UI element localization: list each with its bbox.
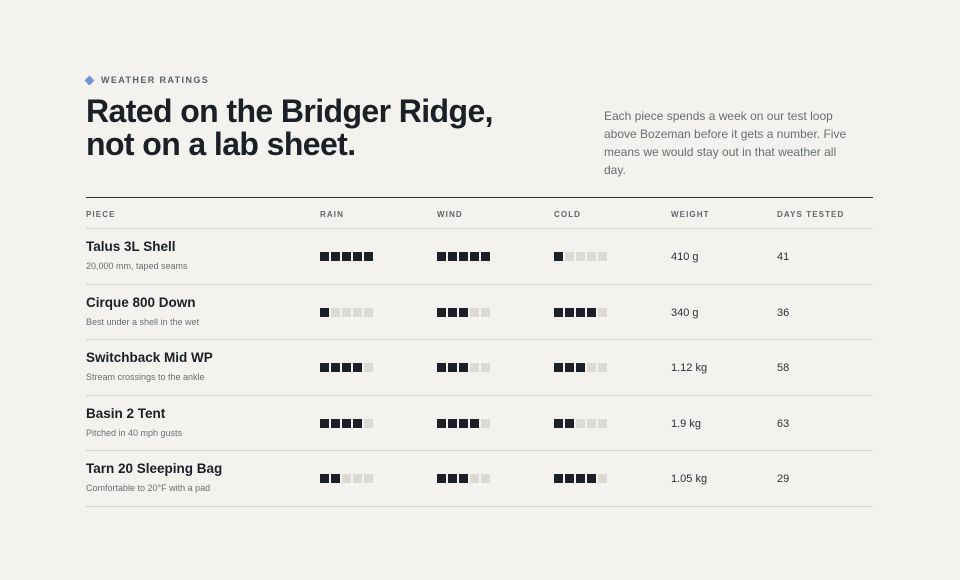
rating-square-empty (565, 252, 574, 261)
piece-name: Tarn 20 Sleeping Bag (86, 461, 223, 476)
rating-square-filled (459, 474, 468, 483)
section-eyebrow (86, 75, 209, 85)
intro-text: Each piece spends a week on our test loop above Bozeman before it gets a number. Five means we would stay out in that weather all day. (604, 109, 847, 177)
rating-square-filled (554, 363, 563, 372)
rating-square-filled (587, 308, 596, 317)
rating-square-filled (437, 363, 446, 372)
rating-square-filled (459, 419, 468, 428)
rating-square-empty (353, 308, 362, 317)
table-header (86, 198, 873, 229)
cold-rating (554, 252, 607, 261)
rating-square-filled (364, 252, 373, 261)
wind-rating (437, 419, 490, 428)
rating-square-empty (481, 474, 490, 483)
rating-square-filled (565, 363, 574, 372)
rating-square-filled (342, 252, 351, 261)
rain-rating (320, 474, 373, 483)
rating-square-filled (565, 474, 574, 483)
rating-square-empty (342, 474, 351, 483)
rating-square-filled (459, 308, 468, 317)
rating-square-empty (481, 308, 490, 317)
rating-square-filled (448, 419, 457, 428)
days-tested-value: 36 (777, 306, 790, 319)
table-row (86, 396, 873, 452)
rating-square-filled (437, 308, 446, 317)
wind-rating (437, 363, 490, 372)
rating-square-filled (320, 363, 329, 372)
rating-square-empty (364, 474, 373, 483)
rating-square-empty (598, 308, 607, 317)
rating-square-filled (342, 419, 351, 428)
rating-square-empty (598, 252, 607, 261)
table-row (86, 340, 873, 396)
rain-rating (320, 308, 373, 317)
rating-square-filled (437, 252, 446, 261)
rating-square-filled (353, 419, 362, 428)
rating-square-filled (448, 252, 457, 261)
rating-square-filled (331, 363, 340, 372)
rating-square-empty (587, 363, 596, 372)
cold-rating (554, 474, 607, 483)
rating-square-filled (320, 419, 329, 428)
cold-rating (554, 308, 607, 317)
rating-square-empty (364, 419, 373, 428)
rating-square-empty (364, 363, 373, 372)
days-tested-value: 29 (777, 473, 790, 485)
rating-square-empty (331, 308, 340, 317)
rating-square-empty (576, 419, 585, 428)
rating-square-filled (554, 252, 563, 261)
rating-square-filled (353, 363, 362, 372)
rating-square-empty (353, 474, 362, 483)
table-row (86, 285, 873, 341)
rating-square-empty (587, 252, 596, 261)
piece-name: Cirque 800 Down (86, 294, 196, 310)
rating-square-empty (342, 308, 351, 317)
rating-square-filled (554, 419, 563, 428)
rating-square-filled (554, 308, 563, 317)
cold-rating (554, 363, 607, 372)
rating-square-filled (565, 308, 574, 317)
rating-square-filled (437, 474, 446, 483)
rating-square-empty (598, 474, 607, 483)
rain-rating (320, 363, 373, 372)
piece-note: Stream crossings to the ankle (86, 372, 205, 382)
rating-square-filled (470, 419, 479, 428)
rating-square-empty (481, 363, 490, 372)
table-row (86, 229, 873, 285)
rating-square-filled (481, 252, 490, 261)
piece-note: Best under a shell in the wet (86, 316, 200, 327)
piece-note: Comfortable to 20°F with a pad (86, 483, 211, 493)
wind-rating (437, 252, 490, 261)
column-header-cold: COLD (554, 210, 582, 219)
days-tested-value: 63 (777, 417, 790, 430)
column-header-days-tested: DAYS TESTED (777, 210, 845, 219)
weight-value: 1.12 kg (671, 362, 708, 374)
piece-note: Pitched in 40 mph gusts (86, 427, 183, 438)
eyebrow-label: WEATHER RATINGS (101, 75, 210, 85)
rating-square-filled (565, 419, 574, 428)
weight-value: 410 g (671, 251, 699, 263)
rating-square-filled (353, 252, 362, 261)
rating-square-filled (331, 474, 340, 483)
rain-rating (320, 252, 373, 261)
rating-square-filled (320, 308, 329, 317)
cold-rating (554, 419, 607, 428)
rating-square-filled (320, 474, 329, 483)
column-header-wind: WIND (437, 210, 463, 219)
page-title: Rated on the Bridger Ridge, not on a lab sheet. (86, 93, 493, 162)
piece-name: Switchback Mid WP (86, 350, 213, 365)
weight-value: 1.05 kg (671, 473, 708, 485)
rating-square-empty (481, 419, 490, 428)
rating-square-filled (459, 363, 468, 372)
rating-square-filled (587, 474, 596, 483)
rating-square-filled (576, 474, 585, 483)
days-tested-value: 41 (777, 251, 790, 263)
piece-note: 20,000 mm, taped seams (86, 261, 188, 271)
table-row (86, 451, 873, 507)
diamond-icon (85, 75, 95, 85)
rain-rating (320, 419, 373, 428)
rating-square-empty (470, 363, 479, 372)
rating-square-filled (554, 474, 563, 483)
rating-square-filled (331, 252, 340, 261)
column-header-rain: RAIN (320, 210, 344, 219)
rating-square-empty (598, 363, 607, 372)
rating-square-empty (470, 474, 479, 483)
rating-square-filled (342, 363, 351, 372)
piece-name: Basin 2 Tent (86, 405, 166, 421)
rating-square-filled (459, 252, 468, 261)
rating-square-filled (470, 252, 479, 261)
rating-square-empty (587, 419, 596, 428)
wind-rating (437, 474, 490, 483)
table-body (86, 229, 873, 507)
rating-square-filled (437, 419, 446, 428)
column-header-weight: WEIGHT (671, 210, 710, 219)
rating-square-empty (598, 419, 607, 428)
rating-square-empty (364, 308, 373, 317)
rating-square-filled (331, 419, 340, 428)
piece-name: Talus 3L Shell (86, 239, 176, 254)
rating-square-empty (470, 308, 479, 317)
weight-value: 340 g (671, 306, 699, 319)
ratings-table (86, 197, 873, 507)
column-header-piece: PIECE (86, 210, 116, 219)
rating-square-filled (576, 363, 585, 372)
weight-value: 1.9 kg (671, 417, 701, 430)
rating-square-empty (576, 252, 585, 261)
days-tested-value: 58 (777, 362, 790, 374)
rating-square-filled (576, 308, 585, 317)
rating-square-filled (320, 252, 329, 261)
rating-square-filled (448, 308, 457, 317)
rating-square-filled (448, 363, 457, 372)
wind-rating (437, 308, 490, 317)
rating-square-filled (448, 474, 457, 483)
